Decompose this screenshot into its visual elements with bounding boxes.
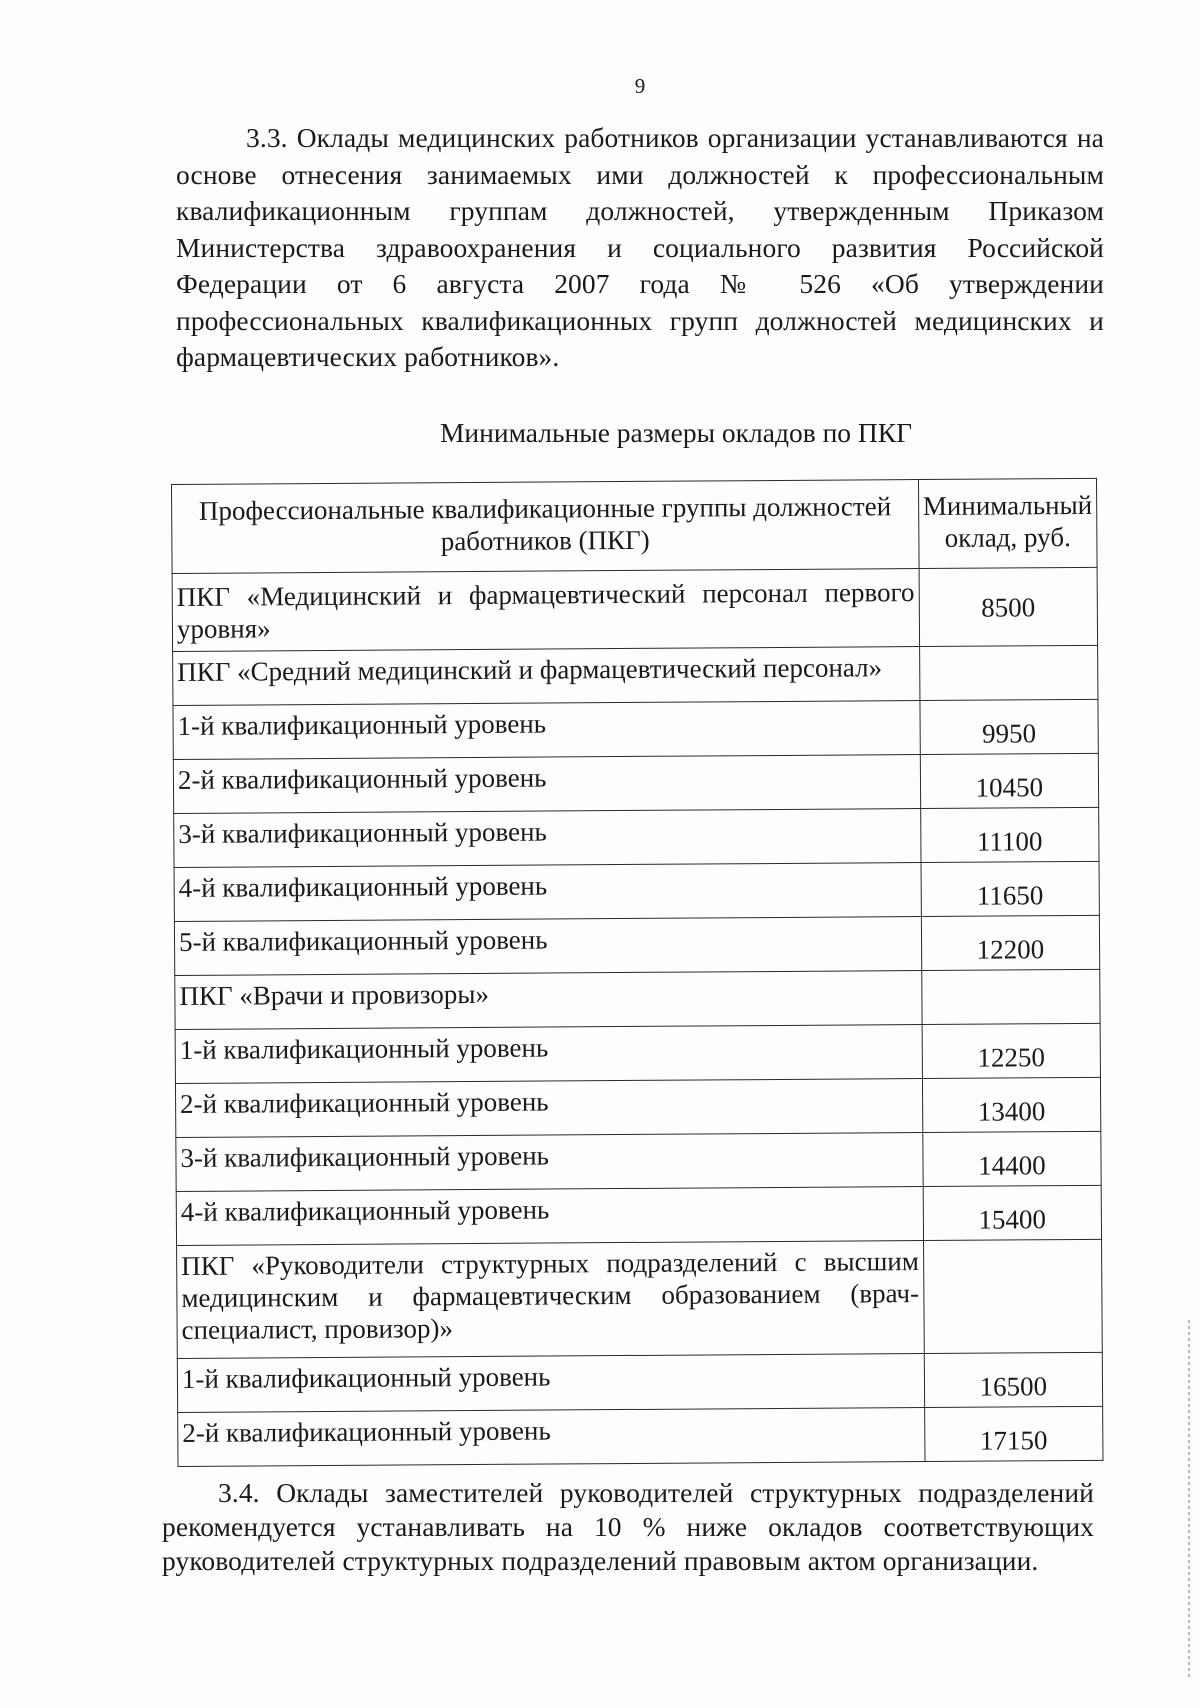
- table-row: [177, 1352, 1102, 1412]
- table-row: [174, 915, 1099, 975]
- table-row: [175, 1023, 1100, 1083]
- table-row: [175, 1077, 1100, 1137]
- row-name: ПКГ «Руководители структурных подразделений с высшим медицинским и фармацевтическим образованием (врач-специалист, провизор)»: [177, 1241, 924, 1359]
- page-number: 9: [634, 74, 646, 98]
- row-value: [919, 645, 1098, 700]
- row-name: 2-й квалификационный уровень: [175, 1079, 922, 1138]
- row-value: 12250: [922, 1023, 1101, 1078]
- row-value: 14400: [923, 1131, 1102, 1186]
- row-value: 16500: [924, 1352, 1103, 1407]
- row-value: 12200: [921, 915, 1100, 970]
- row-value: 10450: [920, 753, 1099, 808]
- table-row: [172, 567, 1097, 651]
- salary-table: [171, 478, 1103, 1467]
- row-value: [923, 1239, 1102, 1353]
- row-name: ПКГ «Врачи и провизоры»: [175, 971, 922, 1030]
- row-name: 1-й квалификационный уровень: [177, 1354, 924, 1413]
- row-value: 11100: [920, 807, 1099, 862]
- scan-edge-artifact: [1188, 1320, 1190, 1680]
- row-name: ПКГ «Средний медицинский и фармацевтический персонал»: [173, 647, 920, 706]
- row-value: 15400: [923, 1185, 1102, 1240]
- paragraph-3-3: 3.3. Оклады медицинских работников организации устанавливаются на основе отнесения занимаемых ими должностей к профессиональным квалификационным группам должностей, утвержденным Приказом Министерства здравоохранения и социального развития Российской Федерации от 6 августа 2007 года № 526 «Об утверждении профессиональных квалификационных групп должностей медицинских и фармацевтических работников».: [176, 122, 1104, 372]
- row-name: 1-й квалификационный уровень: [173, 701, 920, 760]
- table-row: [176, 1185, 1101, 1245]
- row-value: 8500: [919, 567, 1098, 646]
- row-value: [921, 969, 1100, 1024]
- row-value: 9950: [920, 699, 1099, 754]
- table-row: [174, 861, 1099, 921]
- row-name: 4-й квалификационный уровень: [174, 863, 921, 922]
- row-name: 5-й квалификационный уровень: [174, 917, 921, 976]
- table-title: Минимальные размеры окладов по ПКГ: [439, 417, 913, 448]
- row-name: 3-й квалификационный уровень: [176, 1133, 923, 1192]
- table-row: [173, 699, 1098, 759]
- row-value: 17150: [924, 1406, 1103, 1461]
- paragraph-3-4: 3.4. Оклады заместителей руководителей структурных подразделений рекомендуется устанавливать на 10 % ниже окладов соответствующих руководителей структурных подразделений правовым актом организации.: [162, 1477, 1094, 1576]
- row-name: 2-й квалификационный уровень: [173, 755, 920, 814]
- row-name: 3-й квалификационный уровень: [174, 809, 921, 868]
- row-name: ПКГ «Медицинский и фармацевтический персонал первого уровня»: [172, 569, 919, 652]
- table-header-row: [172, 478, 1098, 573]
- row-name: 2-й квалификационный уровень: [178, 1408, 925, 1467]
- row-value: 11650: [921, 861, 1100, 916]
- table-row: [175, 969, 1100, 1029]
- table-row: [173, 645, 1098, 705]
- header-min-salary: Минимальный оклад, руб.: [918, 478, 1097, 568]
- table-row: [177, 1239, 1103, 1358]
- table-row: [176, 1131, 1101, 1191]
- header-group-name: Профессиональные квалификационные группы должностей работников (ПКГ): [172, 480, 919, 574]
- table-row: [174, 807, 1099, 867]
- row-name: 4-й квалификационный уровень: [176, 1187, 923, 1246]
- table-row: [178, 1406, 1103, 1466]
- row-value: 13400: [922, 1077, 1101, 1132]
- row-name: 1-й квалификационный уровень: [175, 1025, 922, 1084]
- table-row: [173, 753, 1098, 813]
